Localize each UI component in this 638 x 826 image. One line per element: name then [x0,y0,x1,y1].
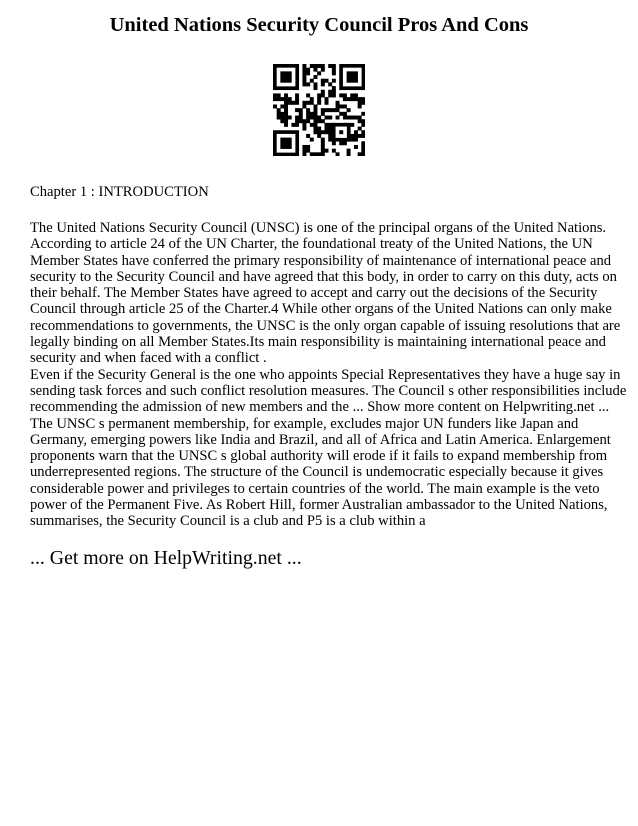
body-line: security to the Security Council and have agreed that this body, in order to carry on this duty, acts on [30,268,617,285]
body-line: The UNSC s permanent membership, for example, excludes major UN funders like Japan and [30,415,579,432]
body-line: underrepresented regions. The structure of the Council is undemocratic especially because it gives [30,464,604,481]
body-line: proponents warn that the UNSC s global authority will erode if it fails to expand membership from [30,448,608,465]
body-line: Member States have conferred the primary responsibility of maintenance of international peace and [30,252,612,269]
body-line: legally binding on all Member States.Its main responsibility is maintaining international peace and [30,334,606,351]
body-line: Even if the Security General is the one who appoints Special Representatives they have a huge say in [30,366,621,383]
body-line: summarises, the Security Council is a club and P5 is a club within a [30,513,426,530]
document-title: United Nations Security Council Pros And Cons [109,14,529,36]
body-line: According to article 24 of the UN Charter, the foundational treaty of the United Nations, the UN [30,236,593,253]
body-line: The United Nations Security Council (UNSC) is one of the principal organs of the United Nations. [30,220,607,236]
body-line: security and when faced with a conflict . [30,350,267,367]
get-more-link[interactable]: ... Get more on HelpWriting.net ... [30,547,302,569]
body-line: Council through article 25 of the Charter.4 While other organs of the United Nations can only make [30,301,612,318]
body-line: Germany, emerging powers like India and Brazil, and all of Africa and Latin America. Enlargement [30,431,611,448]
qr-code-icon [273,64,365,156]
body-line: sending task forces and such conflict resolution measures. The Council s other responsibilities include [30,382,627,399]
body-line: recommending the admission of new members and the ... Show more content on Helpwriting.net ... [30,399,610,416]
body-line: their behalf. The Member States have agreed to accept and carry out the decisions of the Security [30,285,598,302]
body-line: power of the Permanent Five. As Robert Hill, former Australian ambassador to the United Nations, [30,497,608,514]
body-text [30,220,627,530]
chapter-heading: Chapter 1 : INTRODUCTION [30,184,209,200]
body-line: recommendations to governments, the UNSC is the only organ capable of issuing resolutions that are [30,317,621,334]
body-line: considerable power and privileges to certain countries of the world. The main example is the veto [30,480,600,497]
